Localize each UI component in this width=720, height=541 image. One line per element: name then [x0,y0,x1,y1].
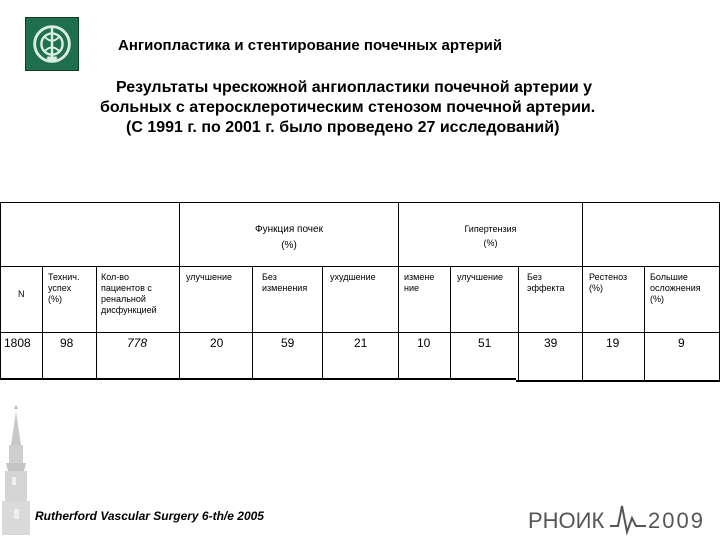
header-kidney-worse: ухудшение [330,272,376,282]
header-complications [650,272,701,305]
header-complications-line-3: (%) [650,294,664,304]
header-patients-line-1: Кол-во [101,272,129,282]
page-title: Ангиопластика и стентирование почечных артерий [118,37,503,54]
kremlin-tower-icon [0,405,40,535]
header-kidney-nochange-line-1: Без [262,272,277,282]
cell-kidney-improve: 20 [210,336,224,350]
brand-year: 2009 [648,508,705,533]
cell-hyper-change: 10 [417,336,431,350]
header-n: N [18,289,25,299]
header-tech-success [48,272,80,305]
hypertension-header [399,222,582,250]
subtitle-line-2: больных с атеросклеротическим стенозом почечной артерии. [100,99,596,116]
cell-hyper-noeffect: 39 [544,336,558,350]
header-hyper-change-line-1: измене [404,272,435,282]
table-vline-5 [322,266,323,380]
header-patients-line-3: ренальной [101,294,146,304]
medical-logo-icon [25,17,79,71]
cell-tech: 98 [60,336,74,350]
table-vline-8 [518,266,519,380]
subtitle-line-3: (С 1991 г. по 2001 г. было проведено 27 исследований) [126,119,560,136]
header-restenosis-line-1: Рестеноз [589,272,628,282]
cell-n: 1808 [4,336,31,350]
cell-hyper-improve: 51 [478,336,492,350]
table-vline-3 [179,266,180,380]
cell-restenosis: 19 [606,336,620,350]
header-hyper-change-line-2: ние [404,283,420,293]
header-hyper-noeffect-line-1: Без [527,272,542,282]
table-vline-group-3 [582,202,583,266]
header-patients [101,272,157,316]
header-kidney-improve: улучшение [186,272,232,282]
brand-logo [528,500,713,536]
subtitle-block [100,78,700,138]
header-hyper-noeffect [527,272,564,294]
cell-patients: 778 [127,336,148,350]
table-border-bottom-left [0,378,516,380]
citation-text: Rutherford Vascular Surgery 6-th/e 2005 [35,509,264,523]
table-vline-7 [450,266,451,380]
hypertension-unit: (%) [483,238,498,248]
header-restenosis [589,272,627,294]
header-hyper-improve: улучшение [457,272,503,282]
header-hyper-noeffect-line-2: эффекта [527,283,565,293]
table-divider-header [0,266,720,267]
cell-kidney-worse: 21 [354,336,368,350]
table-vline-9 [582,266,583,380]
cell-complications: 9 [678,336,685,350]
subtitle-line-1: Результаты чрескожной ангиопластики почечной артерии у [116,79,592,96]
header-hyper-change [404,272,434,294]
header-kidney-nochange [262,272,307,294]
hypertension-title: Гипертензия [464,224,517,234]
cell-kidney-nochange: 59 [281,336,295,350]
table-vline-4 [252,266,253,380]
table-border-top [0,202,720,203]
table-border-bottom-right [516,380,720,382]
header-kidney-nochange-line-2: изменения [262,283,308,293]
header-complications-line-2: осложнения [650,283,701,293]
kidney-function-unit: (%) [281,240,297,251]
table-vline-1 [42,266,43,380]
table-vline-6 [398,266,399,380]
header-tech-line-1: Технич. [48,272,80,282]
table-vline-2 [96,266,97,380]
kidney-function-title: Функция почек [255,224,323,235]
kidney-function-header [180,222,398,254]
results-table [0,202,720,382]
header-tech-line-2: успех [48,283,72,293]
table-border-left [0,202,1,380]
table-divider-row [0,332,720,333]
table-vline-10 [644,266,645,380]
header-restenosis-line-2: (%) [589,283,603,293]
brand-text: РНОИК [528,508,605,533]
header-patients-line-2: пациентов с [101,283,152,293]
header-tech-line-3: (%) [48,294,62,304]
header-patients-line-4: дисфункцией [101,305,157,315]
header-complications-line-1: Большие [650,272,688,282]
